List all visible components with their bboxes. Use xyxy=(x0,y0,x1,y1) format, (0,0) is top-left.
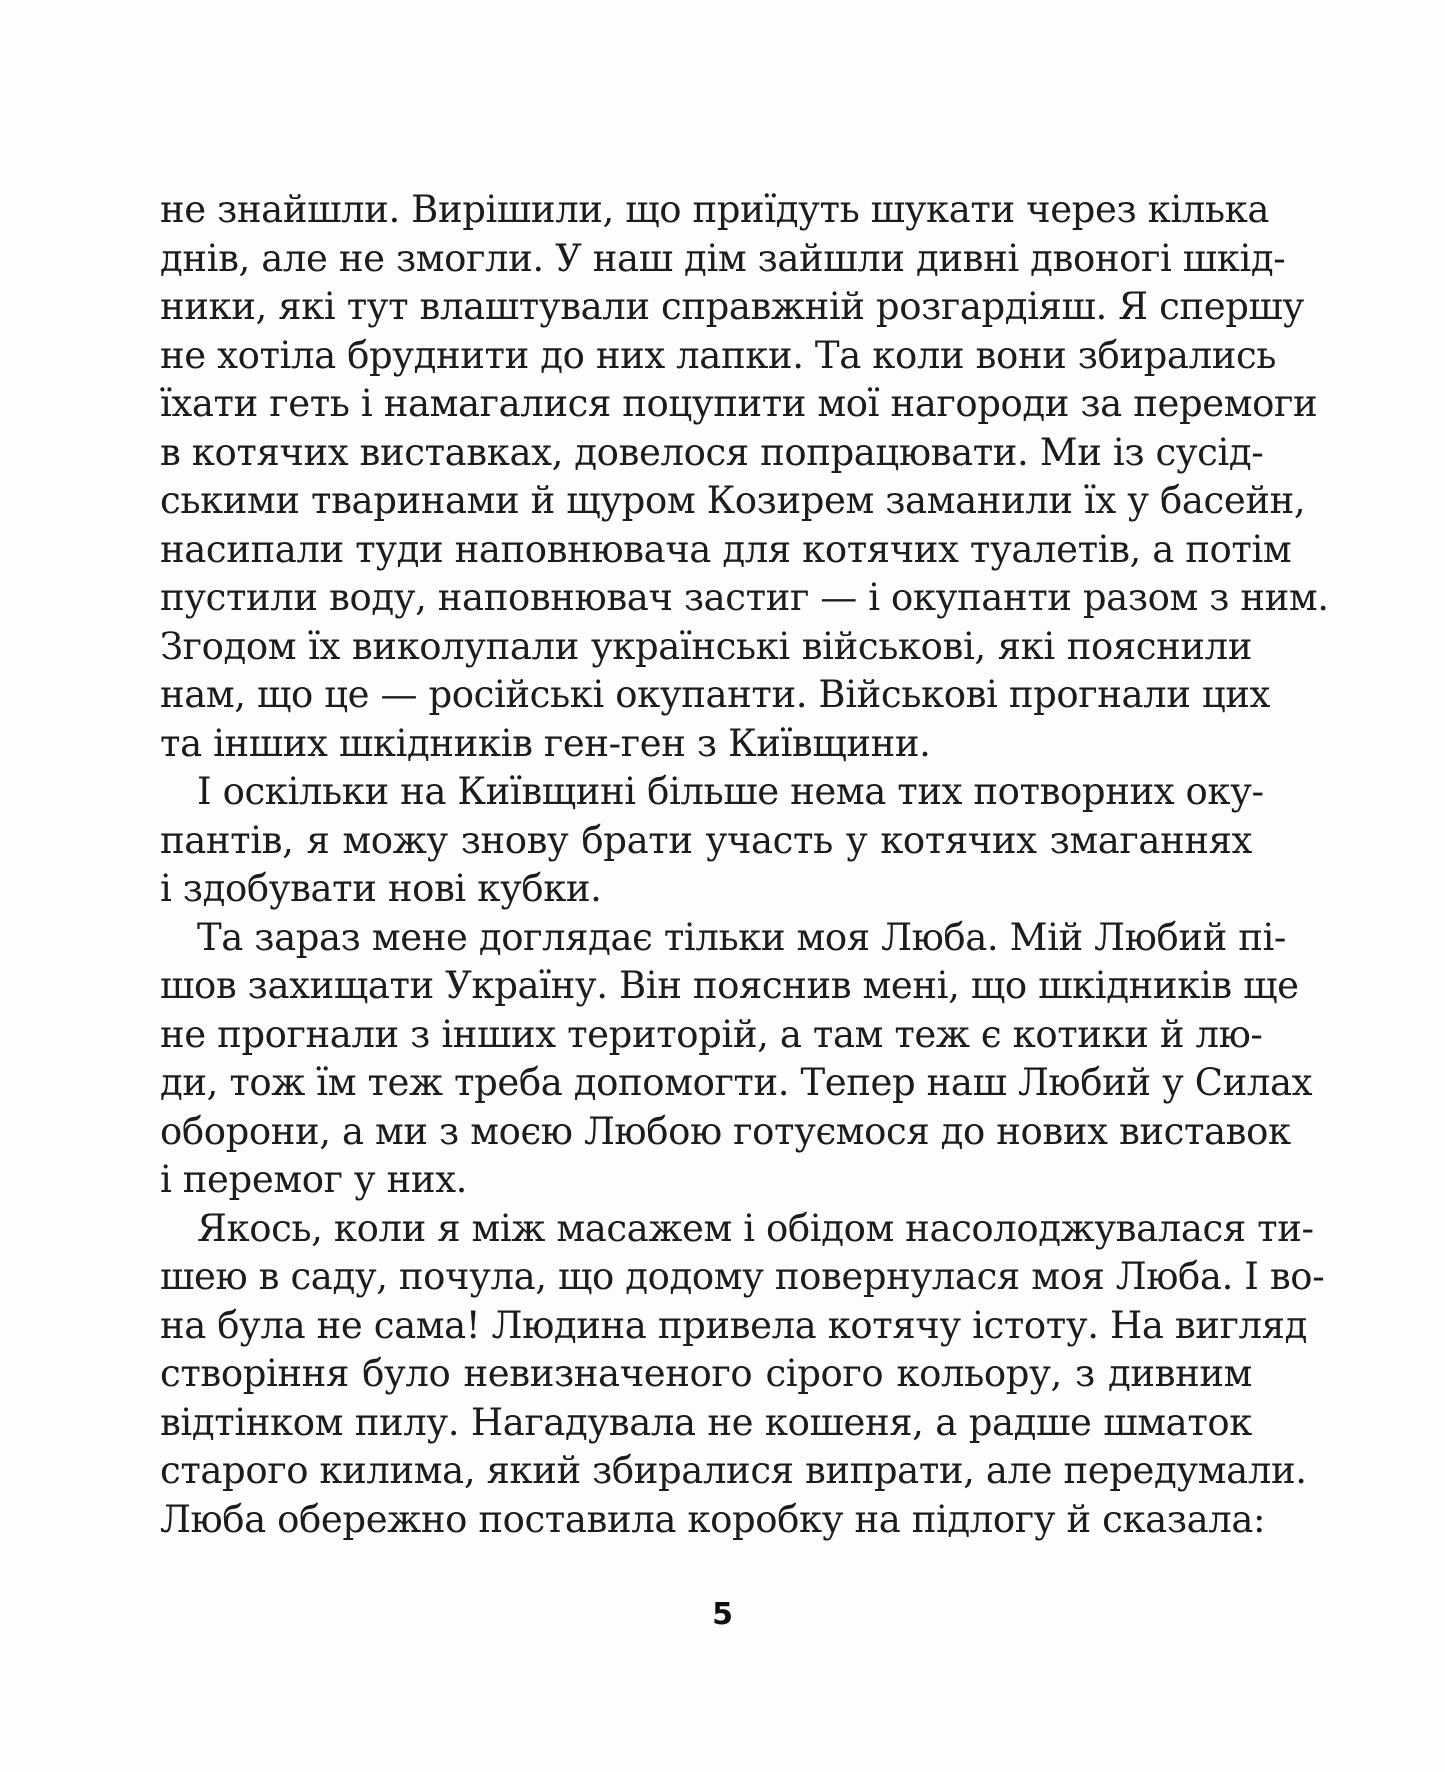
text-line: оборони, а ми з моєю Любою готуємося до нових виставок xyxy=(160,1109,1291,1153)
text-line: днів, але не змогли. У наш дім зайшли дивні двоногі шкід- xyxy=(160,236,1286,280)
text-line: не прогнали з інших територій, а там теж є котики й лю- xyxy=(160,1012,1263,1056)
text-line: ськими тваринами й щуром Козирем заманили їх у басейн, xyxy=(160,479,1306,522)
text-line: Згодом їх виколупали українські військові, які пояснили xyxy=(160,624,1252,668)
text-line: Люба обережно поставила коробку на підлогу й сказала: xyxy=(160,1497,1266,1541)
text-line: пантів, я можу знову брати участь у котячих змаганнях xyxy=(160,818,1252,862)
body-text xyxy=(160,186,1329,1544)
text-line: пустили воду, наповнювач застиг — і окупанти разом з ним. xyxy=(160,576,1329,619)
text-line: відтінком пилу. Нагадувала не кошеня, а радше шматок xyxy=(160,1400,1252,1444)
text-line: на була не сама! Людина привела котячу істоту. На вигляд xyxy=(160,1303,1307,1347)
text-line: ди, тож їм теж треба допомогти. Тепер наш Любий у Силах xyxy=(160,1061,1313,1104)
text-line: старого килима, який збиралися випрати, але передумали. xyxy=(160,1449,1307,1492)
text-line: в котячих виставках, довелося попрацювати. Ми із сусід- xyxy=(160,430,1264,474)
text-line: їхати геть і намагалися поцупити мої нагороди за перемоги xyxy=(160,382,1318,425)
text-line: насипали туди наповнювача для котячих туалетів, а потім xyxy=(160,527,1292,571)
text-line: та інших шкідників ген-ген з Київщини. xyxy=(160,721,931,765)
text-line: І оскільки на Київщині більше нема тих потворних оку- xyxy=(197,770,1264,813)
text-line: не знайшли. Вирішили, що приїдуть шукати через кілька xyxy=(160,188,1269,231)
text-line: шею в саду, почула, що додому повернулася моя Люба. І во- xyxy=(160,1255,1325,1298)
text-line: Якось, коли я між масажем і обідом насолоджувалася ти- xyxy=(197,1206,1314,1250)
text-line: створіння було невизначеного сірого кольору, з дивним xyxy=(160,1352,1252,1395)
text-line: не хотіла бруднити до них лапки. Та коли вони збирались xyxy=(160,333,1277,377)
text-line: і здобувати нові кубки. xyxy=(160,867,602,910)
text-line: і перемог у них. xyxy=(160,1158,468,1201)
text-line: нам, що це — російські окупанти. Військові прогнали цих xyxy=(160,673,1270,716)
text-line: ники, які тут влаштували справжній розгардіяш. Я спершу xyxy=(160,285,1304,328)
text-line: шов захищати Україну. Він пояснив мені, що шкідників ще xyxy=(160,964,1299,1007)
text-line: Та зараз мене доглядає тільки моя Люба. Мій Любий пі- xyxy=(197,915,1287,959)
page-number: 5 xyxy=(712,1597,733,1632)
